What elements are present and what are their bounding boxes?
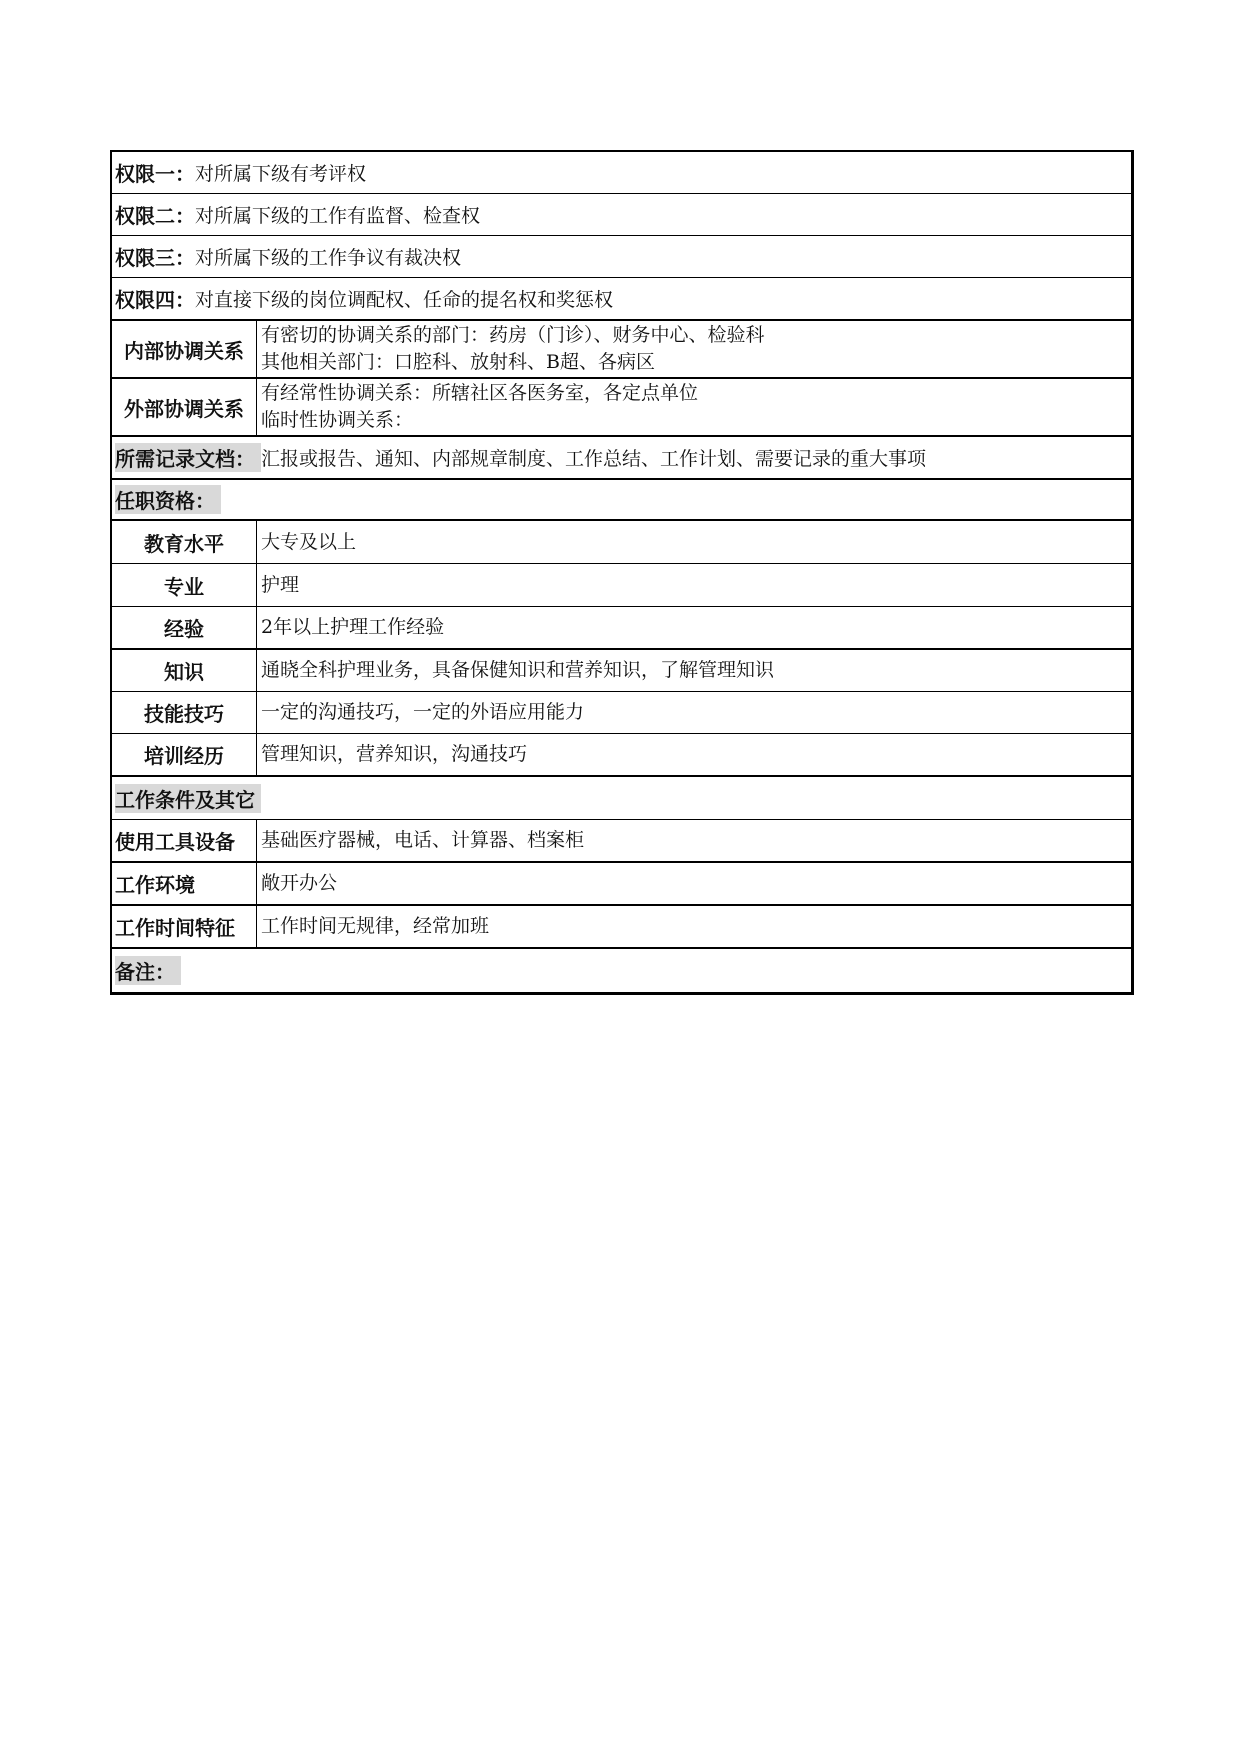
qualification-value: 2年以上护理工作经验 xyxy=(261,616,445,638)
qualifications-header xyxy=(112,480,1131,521)
qualification-value: 大专及以上 xyxy=(261,530,357,553)
internal-coordination-label: 内部协调关系 xyxy=(112,321,257,377)
qualification-value: 护理 xyxy=(261,573,300,596)
qualification-row xyxy=(112,692,1131,734)
remarks-label: 备注： xyxy=(115,956,181,985)
qualification-value: 通晓全科护理业务，具备保健知识和营养知识，了解管理知识 xyxy=(261,659,775,681)
condition-label: 使用工具设备 xyxy=(112,820,257,861)
qualification-row xyxy=(112,734,1131,777)
qualification-label: 经验 xyxy=(112,607,257,648)
qualification-value: 管理知识，营养知识，沟通技巧 xyxy=(261,743,528,765)
authority-text: 对所属下级有考评权 xyxy=(195,163,367,185)
job-description-table xyxy=(110,150,1134,995)
authority-row xyxy=(112,236,1131,278)
authority-row xyxy=(112,152,1131,194)
condition-label: 工作时间特征 xyxy=(112,906,257,947)
qualification-row xyxy=(112,607,1131,650)
authority-label: 权限一： xyxy=(115,162,195,186)
authority-text: 对直接下级的岗位调配权、任命的提名权和奖惩权 xyxy=(195,289,614,311)
authority-row xyxy=(112,278,1131,321)
conditions-title: 工作条件及其它 xyxy=(115,784,261,813)
qualification-row xyxy=(112,564,1131,607)
documents-row xyxy=(112,437,1131,480)
qualification-label: 知识 xyxy=(112,650,257,691)
authority-text: 对所属下级的工作有监督、检查权 xyxy=(195,205,481,227)
authority-label: 权限二： xyxy=(115,204,195,228)
external-coordination-line: 有经常性协调关系：所辖社区各医务室，各定点单位 xyxy=(261,382,699,404)
internal-coordination-line: 有密切的协调关系的部门：药房（门诊）、财务中心、检验科 xyxy=(261,324,765,346)
conditions-header xyxy=(112,777,1131,820)
internal-coordination-row xyxy=(112,321,1131,379)
qualification-label: 培训经历 xyxy=(112,734,257,775)
qualification-row xyxy=(112,521,1131,564)
qualification-value: 一定的沟通技巧，一定的外语应用能力 xyxy=(261,701,585,723)
condition-row xyxy=(112,906,1131,949)
external-coordination-label: 外部协调关系 xyxy=(112,379,257,435)
qualification-label: 教育水平 xyxy=(112,521,257,563)
condition-label: 工作环境 xyxy=(112,863,257,904)
internal-coordination-line: 其他相关部门：口腔科、放射科、B超、各病区 xyxy=(261,351,655,373)
condition-value: 基础医疗器械，电话、计算器、档案柜 xyxy=(261,829,585,851)
documents-text: 汇报或报告、通知、内部规章制度、工作总结、工作计划、需要记录的重大事项 xyxy=(261,448,927,470)
qualification-label: 专业 xyxy=(112,564,257,606)
condition-row xyxy=(112,820,1131,863)
condition-value: 工作时间无规律，经常加班 xyxy=(261,915,490,937)
remarks-row xyxy=(112,949,1131,992)
condition-value: 敞开办公 xyxy=(261,872,338,894)
authority-row xyxy=(112,194,1131,236)
qualifications-title: 任职资格： xyxy=(115,485,221,514)
authority-label: 权限四： xyxy=(115,288,195,312)
qualification-label: 技能技巧 xyxy=(112,692,257,733)
external-coordination-row xyxy=(112,379,1131,437)
documents-label: 所需记录文档： xyxy=(115,443,261,472)
external-coordination-line: 临时性协调关系： xyxy=(261,409,414,431)
condition-row xyxy=(112,863,1131,906)
authority-text: 对所属下级的工作争议有裁决权 xyxy=(195,247,462,269)
qualification-row xyxy=(112,650,1131,692)
authority-label: 权限三： xyxy=(115,246,195,270)
